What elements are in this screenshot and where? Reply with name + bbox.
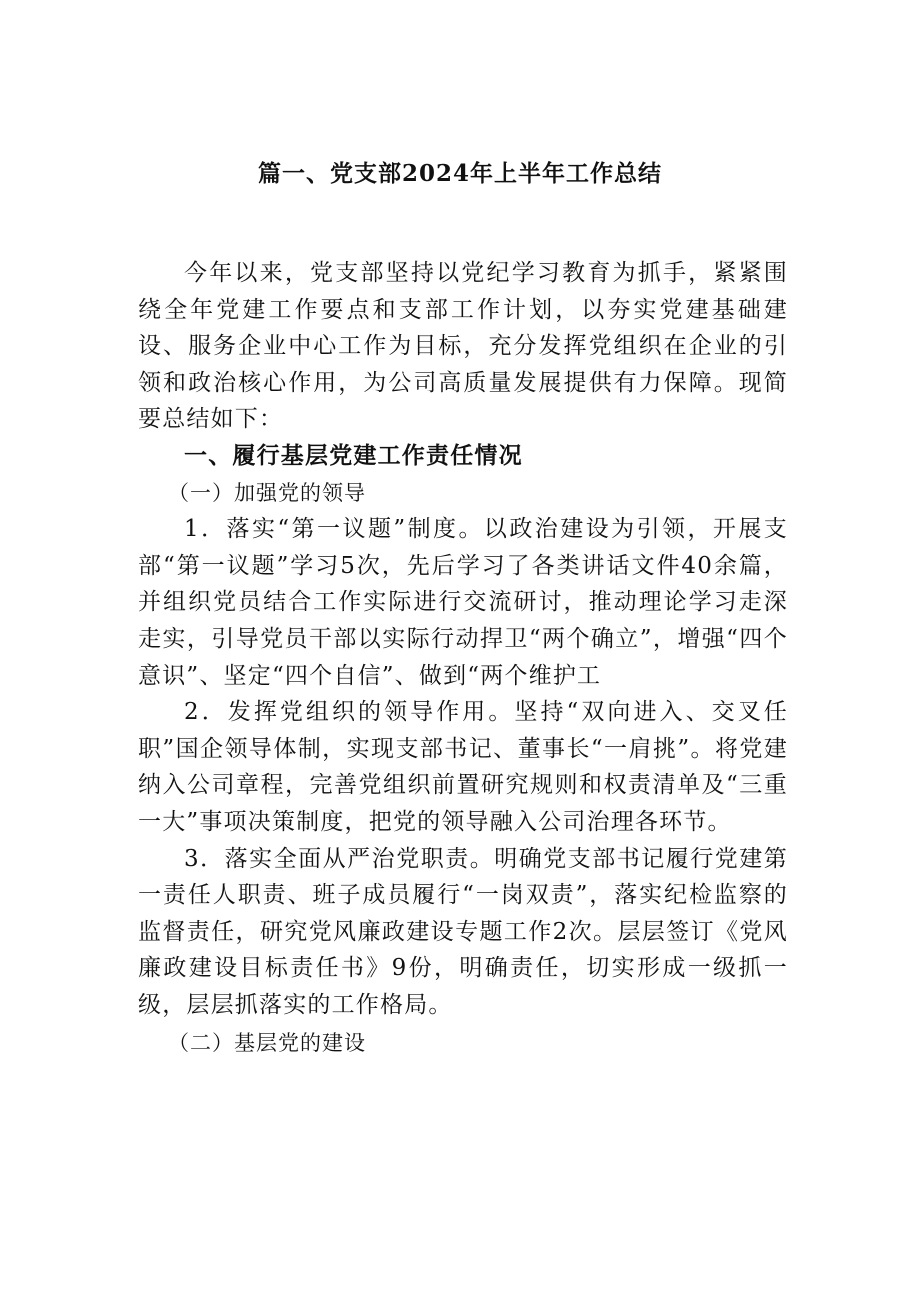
item-1-paragraph: 1．落实“第一议题”制度。以政治建设为引领，开展支部“第一议题”学习5次，先后学习了各类讲话文件40余篇，并组织党员结合工作实际进行交流研讨，推动理论学习走深走实，引导党员干部以实际行动捍卫“两个确立”，增强“四个意识”、坚定“四个自信”、做到“两个维护工 bbox=[138, 516, 788, 689]
intro-paragraph: 今年以来，党支部坚持以党纪学习教育为抓手，紧紧围绕全年党建工作要点和支部工作计划，以夯实党建基础建设、服务企业中心工作为目标，充分发挥党组织在企业的引领和政治核心作用，为公司高质量发展提供有力保障。现简要总结如下： bbox=[138, 260, 788, 433]
section-1-heading: 一、履行基层党建工作责任情况 bbox=[184, 441, 523, 469]
subsection-1-heading: （一）加强党的领导 bbox=[168, 480, 366, 505]
item-3-paragraph: 3．落实全面从严治党职责。明确党支部书记履行党建第一责任人职责、班子成员履行“一岗双责”，落实纪检监察的监督责任，研究党风廉政建设专题工作2次。层层签订《党风廉政建设目标责任书》9份，明确责任，切实形成一级抓一级，层层抓落实的工作格局。 bbox=[138, 845, 788, 1018]
document-title: 篇一、党支部2024年上半年工作总结 bbox=[257, 160, 662, 187]
document-body bbox=[138, 255, 788, 1062]
item-2-paragraph: 2．发挥党组织的领导作用。坚持“双向进入、交叉任职”国企领导体制，实现支部书记、董事长“一肩挑”。将党建纳入公司章程，完善党组织前置研究规则和权责清单及“三重一大”事项决策制度，把党的领导融入公司治理各环节。 bbox=[138, 699, 788, 835]
subsection-2-heading: （二）基层党的建设 bbox=[168, 1031, 366, 1056]
